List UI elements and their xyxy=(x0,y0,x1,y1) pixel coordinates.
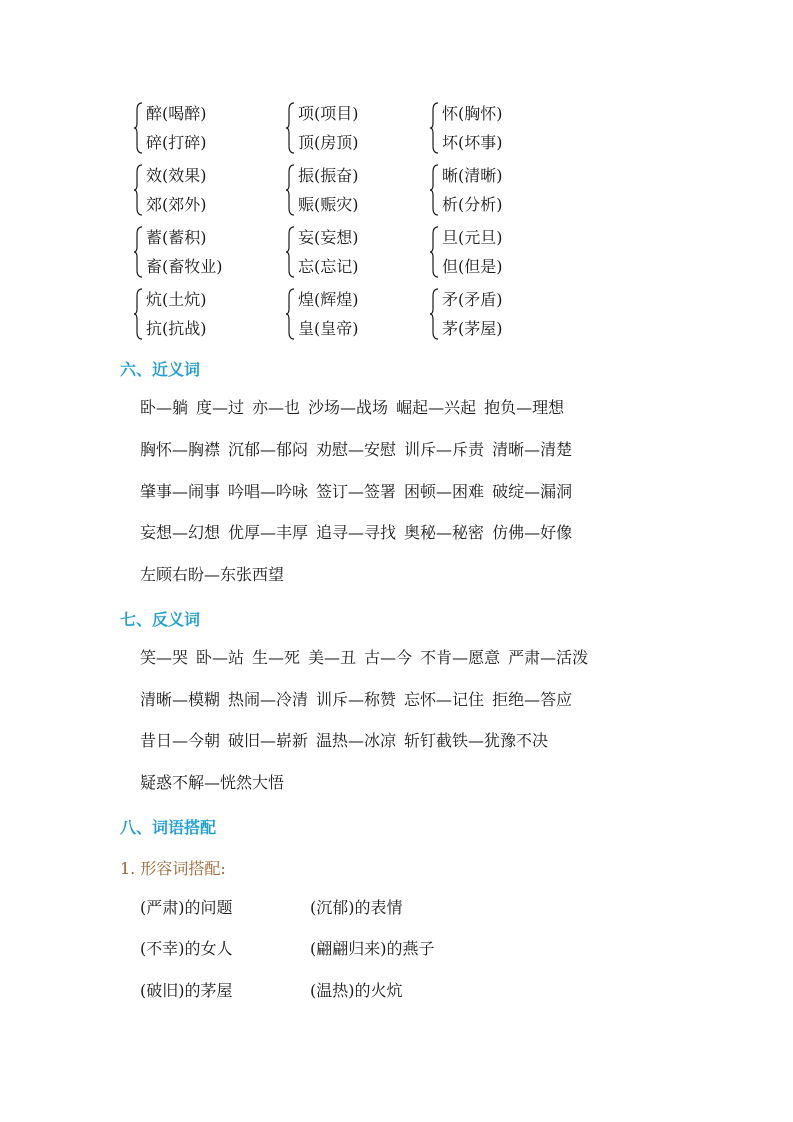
character-word: 畜(畜牧业) xyxy=(146,257,223,276)
character-word: 效(效果) xyxy=(146,166,207,185)
synonym-pair: 吟唱—吟咏 xyxy=(228,482,309,501)
character-word: 抗(抗战) xyxy=(146,319,207,338)
synonym-pair: 优厚—丰厚 xyxy=(228,523,309,542)
antonym-line xyxy=(140,731,548,751)
antonym-pair: 疑惑不解—恍然大悟 xyxy=(140,773,285,792)
character-word: 赈(赈灾) xyxy=(298,195,359,214)
synonym-pair: 卧—躺 xyxy=(140,398,189,417)
antonym-pair: 昔日—今朝 xyxy=(140,731,221,750)
synonym-pair: 困顿—困难 xyxy=(404,482,485,501)
synonym-line xyxy=(140,398,564,418)
character-word: 皇(皇帝) xyxy=(298,319,359,338)
synonym-pair: 训斥—斥责 xyxy=(404,440,485,459)
synonym-pair: 崛起—兴起 xyxy=(396,398,477,417)
antonym-pair: 拒绝—答应 xyxy=(492,690,573,709)
collocation-phrase: (不幸)的女人 xyxy=(140,939,233,958)
character-word: 妄(妄想) xyxy=(298,228,359,247)
synonym-pair: 左顾右盼—东张西望 xyxy=(140,565,285,584)
brace-icon xyxy=(134,164,144,216)
synonym-line xyxy=(140,440,572,460)
character-word: 炕(土炕) xyxy=(146,290,207,309)
antonym-line xyxy=(140,773,284,793)
synonym-pair: 清晰—清楚 xyxy=(492,440,573,459)
character-word: 坏(坏事) xyxy=(442,133,503,152)
character-word: 蓄(蓄积) xyxy=(146,228,207,247)
brace-icon xyxy=(134,226,144,278)
character-word: 矛(矛盾) xyxy=(442,290,503,309)
collocation-subheading: 1. 形容词搭配: xyxy=(120,859,226,878)
synonym-pair: 亦—也 xyxy=(252,398,301,417)
character-word: 旦(元旦) xyxy=(442,228,503,247)
brace-icon xyxy=(430,102,440,154)
collocation-phrase: (沉郁)的表情 xyxy=(310,898,403,917)
synonym-pair: 追寻—寻找 xyxy=(316,523,397,542)
brace-icon xyxy=(286,164,296,216)
collocation-heading: 八、词语搭配 xyxy=(120,818,217,837)
synonym-pair: 胸怀—胸襟 xyxy=(140,440,221,459)
antonym-pair: 清晰—模糊 xyxy=(140,690,221,709)
synonym-pair: 抱负—理想 xyxy=(484,398,565,417)
antonym-pair: 美—丑 xyxy=(308,648,357,667)
collocation-phrase: (破旧)的茅屋 xyxy=(140,981,233,1000)
antonym-pair: 训斥—称赞 xyxy=(316,690,397,709)
synonym-pair: 度—过 xyxy=(196,398,245,417)
antonym-line xyxy=(140,648,588,668)
brace-icon xyxy=(286,226,296,278)
antonym-pair: 忘怀—记住 xyxy=(404,690,485,709)
antonym-pair: 古—今 xyxy=(364,648,413,667)
antonym-pair: 温热—冰凉 xyxy=(316,731,397,750)
antonym-pair: 严肃—活泼 xyxy=(508,648,589,667)
character-word: 怀(胸怀) xyxy=(442,104,503,123)
synonyms-heading: 六、近义词 xyxy=(120,360,201,379)
synonym-pair: 仿佛—好像 xyxy=(492,523,573,542)
antonyms-heading: 七、反义词 xyxy=(120,610,201,629)
collocation-phrase: (翩翩归来)的燕子 xyxy=(310,939,435,958)
brace-icon xyxy=(430,164,440,216)
antonym-pair: 笑—哭 xyxy=(140,648,189,667)
antonym-pair: 卧—站 xyxy=(196,648,245,667)
character-word: 煌(辉煌) xyxy=(298,290,359,309)
character-word: 析(分析) xyxy=(442,195,503,214)
brace-icon xyxy=(430,226,440,278)
character-word: 忘(忘记) xyxy=(298,257,359,276)
character-word: 晰(清晰) xyxy=(442,166,503,185)
synonym-pair: 妄想—幻想 xyxy=(140,523,221,542)
synonym-pair: 沙场—战场 xyxy=(308,398,389,417)
antonym-pair: 生—死 xyxy=(252,648,301,667)
character-word: 茅(茅屋) xyxy=(442,319,503,338)
character-word: 项(项目) xyxy=(298,104,359,123)
antonym-pair: 破旧—崭新 xyxy=(228,731,309,750)
synonym-pair: 沉郁—郁闷 xyxy=(228,440,309,459)
antonym-pair: 热闹—冷清 xyxy=(228,690,309,709)
character-word: 醉(喝醉) xyxy=(146,104,207,123)
antonym-line xyxy=(140,690,572,710)
brace-icon xyxy=(134,102,144,154)
synonym-line xyxy=(140,482,572,502)
brace-icon xyxy=(286,288,296,340)
antonym-pair: 不肯—愿意 xyxy=(420,648,501,667)
synonym-line xyxy=(140,523,572,543)
synonym-pair: 破绽—漏洞 xyxy=(492,482,573,501)
brace-icon xyxy=(134,288,144,340)
synonym-pair: 劝慰—安慰 xyxy=(316,440,397,459)
character-word: 碎(打碎) xyxy=(146,133,207,152)
collocation-phrase: (温热)的火炕 xyxy=(310,981,403,1000)
character-word: 顶(房顶) xyxy=(298,133,359,152)
collocation-phrase: (严肃)的问题 xyxy=(140,898,233,917)
antonym-pair: 斩钉截铁—犹豫不决 xyxy=(404,731,549,750)
character-word: 郊(郊外) xyxy=(146,195,207,214)
character-word: 但(但是) xyxy=(442,257,503,276)
brace-icon xyxy=(430,288,440,340)
synonym-pair: 奥秘—秘密 xyxy=(404,523,485,542)
synonym-pair: 肇事—闹事 xyxy=(140,482,221,501)
brace-icon xyxy=(286,102,296,154)
synonym-pair: 签订—签署 xyxy=(316,482,397,501)
character-word: 振(振奋) xyxy=(298,166,359,185)
synonym-line xyxy=(140,565,284,585)
